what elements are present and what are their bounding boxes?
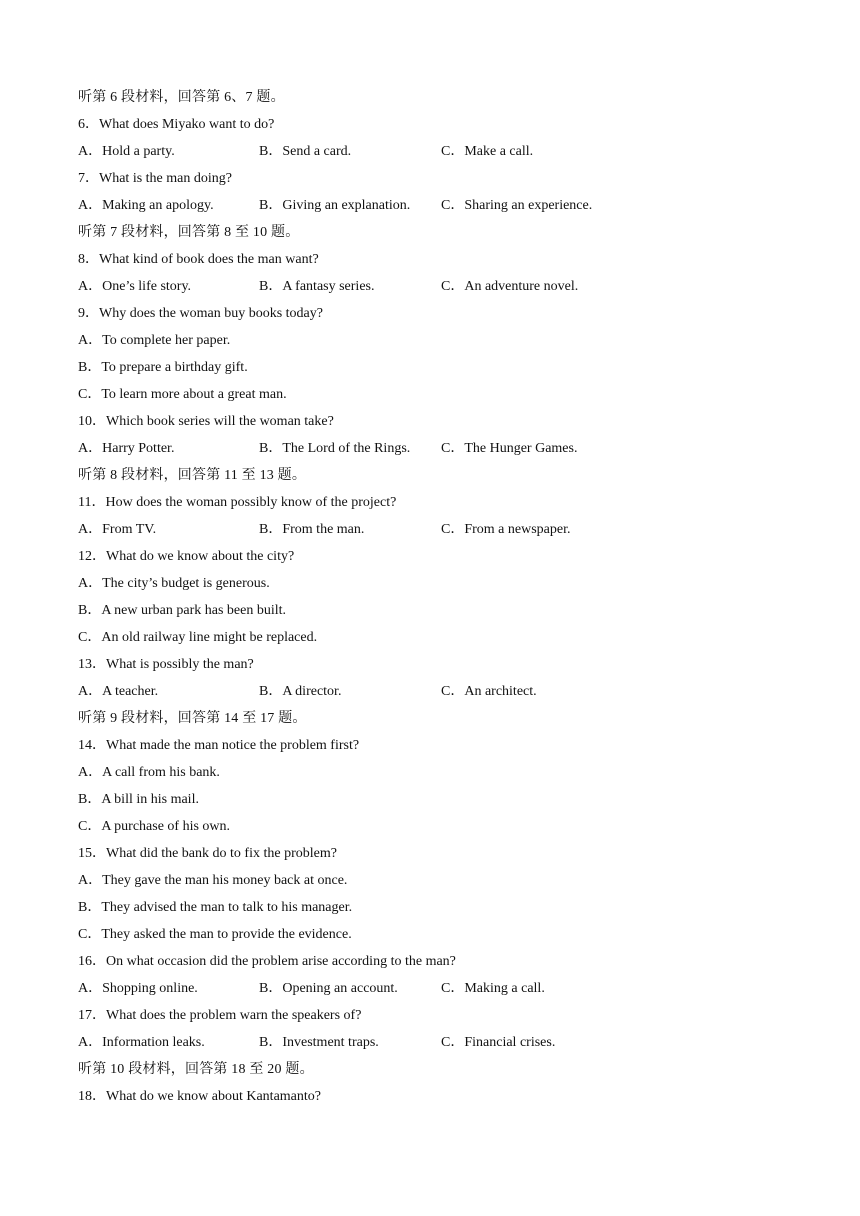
question-number: 12． xyxy=(78,549,106,564)
question-stem xyxy=(78,111,778,138)
option-letter: A． xyxy=(78,522,103,537)
option-text: An adventure novel. xyxy=(464,279,579,294)
option-text: Making an apology. xyxy=(102,198,214,213)
answer-option xyxy=(259,975,398,1002)
question-stem xyxy=(78,543,778,570)
answer-option xyxy=(78,327,778,354)
option-letter: B． xyxy=(259,981,283,996)
answer-option xyxy=(259,516,364,543)
answer-option xyxy=(259,1029,379,1056)
option-letter: A． xyxy=(78,576,103,591)
option-text: An architect. xyxy=(464,684,537,699)
option-letter: A． xyxy=(78,1035,103,1050)
question-stem xyxy=(78,840,778,867)
option-letter: C． xyxy=(78,387,102,402)
answer-option xyxy=(78,192,214,219)
option-letter: B． xyxy=(259,684,283,699)
question-number: 9． xyxy=(78,306,99,321)
option-text: To complete her paper. xyxy=(102,333,231,348)
question-number: 6． xyxy=(78,117,99,132)
question-stem xyxy=(78,489,778,516)
option-text: Opening an account. xyxy=(282,981,398,996)
answer-option xyxy=(259,435,410,462)
option-text: From TV. xyxy=(102,522,157,537)
option-text: From a newspaper. xyxy=(464,522,571,537)
option-text: Investment traps. xyxy=(282,1035,379,1050)
section-instruction: 听第 8 段材料，回答第 11 至 13 题。 xyxy=(78,468,307,483)
section-instruction: 听第 6 段材料，回答第 6、7 题。 xyxy=(78,90,285,105)
option-text: The city’s budget is generous. xyxy=(102,576,270,591)
question-number: 8． xyxy=(78,252,99,267)
option-letter: B． xyxy=(259,441,283,456)
question-text: What did the bank do to fix the problem? xyxy=(106,846,337,861)
answer-option xyxy=(78,894,778,921)
question-stem xyxy=(78,651,778,678)
question-stem xyxy=(78,732,778,759)
section-instruction: 听第 9 段材料，回答第 14 至 17 题。 xyxy=(78,711,307,726)
option-text: Send a card. xyxy=(282,144,352,159)
answer-option xyxy=(78,975,198,1002)
option-text: An old railway line might be replaced. xyxy=(101,630,318,645)
option-text: Make a call. xyxy=(464,144,534,159)
option-letter: A． xyxy=(78,441,103,456)
answer-option xyxy=(441,192,592,219)
option-text: Making a call. xyxy=(464,981,545,996)
option-letter: B． xyxy=(259,1035,283,1050)
option-text: A teacher. xyxy=(102,684,159,699)
option-letter: C． xyxy=(441,1035,465,1050)
option-letter: B． xyxy=(78,900,102,915)
answer-option xyxy=(78,354,778,381)
answer-option xyxy=(78,381,778,408)
question-stem xyxy=(78,1002,778,1029)
answer-option xyxy=(78,435,174,462)
answer-option xyxy=(78,273,191,300)
answer-option xyxy=(78,1029,205,1056)
question-stem xyxy=(78,246,778,273)
answer-option xyxy=(78,516,156,543)
question-stem xyxy=(78,948,778,975)
question-text: What do we know about the city? xyxy=(106,549,295,564)
option-letter: A． xyxy=(78,873,103,888)
question-stem xyxy=(78,408,778,435)
answer-options-row xyxy=(78,435,778,462)
option-text: Harry Potter. xyxy=(102,441,175,456)
question-stem xyxy=(78,300,778,327)
option-letter: B． xyxy=(259,144,283,159)
answer-option xyxy=(441,975,545,1002)
question-number: 7． xyxy=(78,171,99,186)
section-instruction: 听第 7 段材料，回答第 8 至 10 题。 xyxy=(78,225,300,240)
option-letter: C． xyxy=(78,927,102,942)
answer-options-row xyxy=(78,138,778,165)
answer-option xyxy=(441,1029,555,1056)
option-text: A bill in his mail. xyxy=(101,792,199,807)
option-text: The Hunger Games. xyxy=(464,441,578,456)
question-text: What is possibly the man? xyxy=(106,657,254,672)
option-text: One’s life story. xyxy=(102,279,192,294)
option-text: A fantasy series. xyxy=(282,279,375,294)
option-letter: C． xyxy=(441,441,465,456)
option-letter: A． xyxy=(78,144,103,159)
answer-option xyxy=(78,786,778,813)
answer-option xyxy=(441,678,537,705)
option-text: The Lord of the Rings. xyxy=(282,441,411,456)
option-letter: A． xyxy=(78,765,103,780)
answer-option xyxy=(78,813,778,840)
answer-option xyxy=(441,273,578,300)
option-text: A purchase of his own. xyxy=(101,819,231,834)
answer-option xyxy=(78,759,778,786)
option-letter: B． xyxy=(259,198,283,213)
question-stem xyxy=(78,165,778,192)
answer-option xyxy=(78,678,158,705)
question-number: 11． xyxy=(78,495,106,510)
question-text: What made the man notice the problem first? xyxy=(106,738,360,753)
answer-option xyxy=(441,138,533,165)
question-number: 17． xyxy=(78,1008,106,1023)
answer-options-row xyxy=(78,273,778,300)
answer-options-row xyxy=(78,1029,778,1056)
answer-option xyxy=(78,624,778,651)
question-text: What is the man doing? xyxy=(99,171,232,186)
answer-option xyxy=(259,138,351,165)
question-text: What kind of book does the man want? xyxy=(99,252,319,267)
option-text: They advised the man to talk to his manager. xyxy=(101,900,353,915)
answer-option xyxy=(78,570,778,597)
option-text: A director. xyxy=(282,684,342,699)
option-letter: C． xyxy=(441,198,465,213)
option-text: They asked the man to provide the evidence. xyxy=(101,927,352,942)
option-text: Sharing an experience. xyxy=(464,198,593,213)
answer-option xyxy=(259,678,341,705)
option-text: Financial crises. xyxy=(464,1035,556,1050)
option-text: Hold a party. xyxy=(102,144,175,159)
option-letter: C． xyxy=(441,144,465,159)
question-text: On what occasion did the problem arise according to the man? xyxy=(106,954,456,969)
option-text: To learn more about a great man. xyxy=(101,387,287,402)
question-text: Which book series will the woman take? xyxy=(106,414,334,429)
option-letter: A． xyxy=(78,333,103,348)
answer-options-row xyxy=(78,975,778,1002)
answer-option xyxy=(259,273,375,300)
option-text: To prepare a birthday gift. xyxy=(101,360,248,375)
answer-option xyxy=(78,138,175,165)
question-number: 18． xyxy=(78,1089,106,1104)
option-text: Shopping online. xyxy=(102,981,198,996)
question-number: 16． xyxy=(78,954,106,969)
option-letter: C． xyxy=(78,819,102,834)
option-text: A new urban park has been built. xyxy=(101,603,287,618)
option-text: From the man. xyxy=(282,522,365,537)
option-letter: C． xyxy=(78,630,102,645)
question-stem xyxy=(78,1083,778,1110)
option-text: Giving an explanation. xyxy=(282,198,411,213)
option-letter: A． xyxy=(78,981,103,996)
answer-option xyxy=(78,921,778,948)
answer-option xyxy=(78,867,778,894)
answer-option xyxy=(259,192,410,219)
option-text: Information leaks. xyxy=(102,1035,205,1050)
option-letter: B． xyxy=(78,603,102,618)
question-text: What does Miyako want to do? xyxy=(99,117,275,132)
option-letter: B． xyxy=(259,279,283,294)
option-letter: C． xyxy=(441,981,465,996)
question-number: 14． xyxy=(78,738,106,753)
section-instruction: 听第 10 段材料，回答第 18 至 20 题。 xyxy=(78,1062,314,1077)
option-text: A call from his bank. xyxy=(102,765,220,780)
answer-option xyxy=(441,516,571,543)
answer-options-row xyxy=(78,678,778,705)
answer-options-row xyxy=(78,192,778,219)
option-letter: C． xyxy=(441,684,465,699)
question-text: Why does the woman buy books today? xyxy=(99,306,323,321)
option-letter: A． xyxy=(78,684,103,699)
answer-options-row xyxy=(78,516,778,543)
answer-option xyxy=(78,597,778,624)
option-letter: B． xyxy=(78,360,102,375)
question-text: How does the woman possibly know of the project? xyxy=(105,495,397,510)
option-letter: B． xyxy=(259,522,283,537)
answer-option xyxy=(441,435,577,462)
question-text: What do we know about Kantamanto? xyxy=(106,1089,321,1104)
exam-page-content xyxy=(78,84,778,1110)
option-letter: A． xyxy=(78,279,103,294)
option-letter: C． xyxy=(441,522,465,537)
option-letter: B． xyxy=(78,792,102,807)
question-number: 13． xyxy=(78,657,106,672)
question-number: 10． xyxy=(78,414,106,429)
option-letter: C． xyxy=(441,279,465,294)
option-text: They gave the man his money back at once. xyxy=(102,873,348,888)
option-letter: A． xyxy=(78,198,103,213)
question-text: What does the problem warn the speakers of? xyxy=(106,1008,362,1023)
question-number: 15． xyxy=(78,846,106,861)
